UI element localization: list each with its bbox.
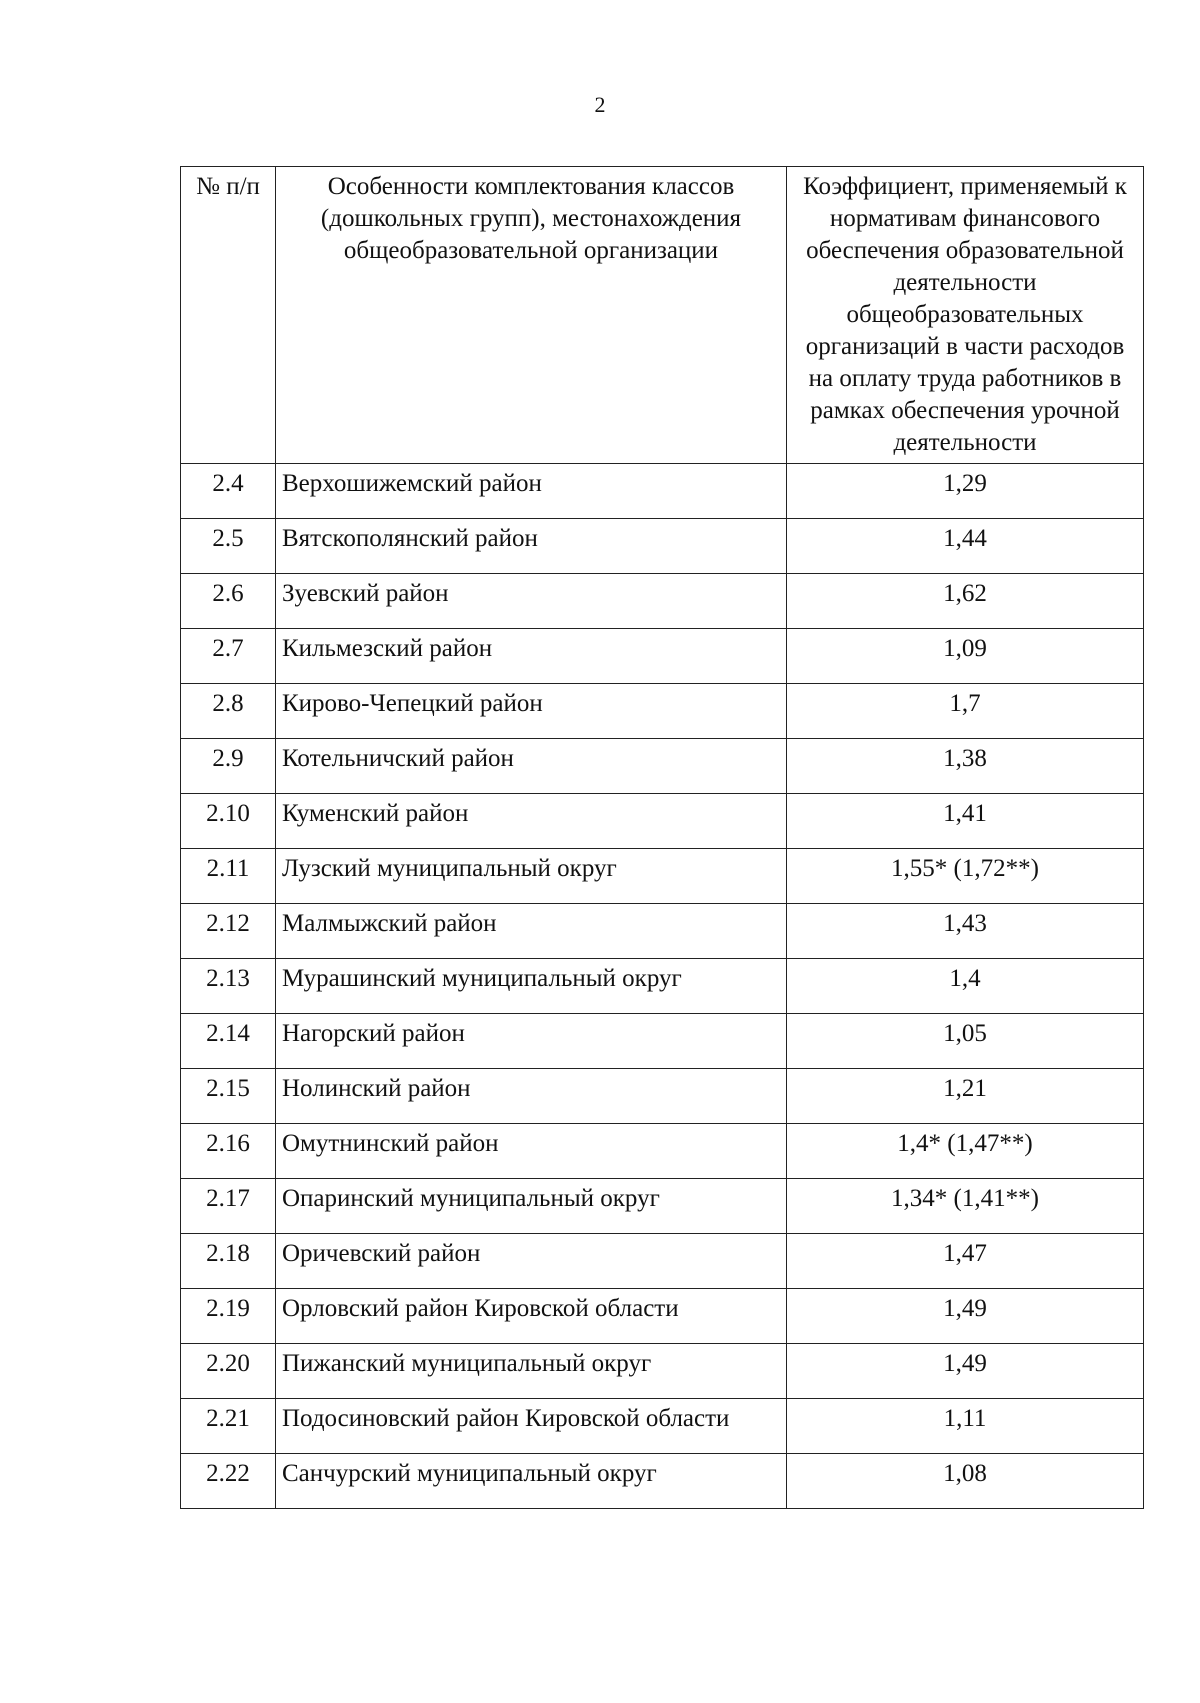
header-num: № п/п — [181, 167, 276, 464]
row-district: Нагорский район — [276, 1014, 787, 1069]
row-district: Куменский район — [276, 794, 787, 849]
table-row — [181, 1454, 1144, 1509]
row-number: 2.17 — [181, 1179, 276, 1234]
table-header-row — [181, 167, 1144, 464]
table-row — [181, 1289, 1144, 1344]
row-district: Кильмезский район — [276, 629, 787, 684]
page-number: 2 — [594, 92, 606, 117]
row-coefficient: 1,09 — [787, 629, 1144, 684]
table-row — [181, 1179, 1144, 1234]
row-coefficient: 1,47 — [787, 1234, 1144, 1289]
row-number: 2.15 — [181, 1069, 276, 1124]
row-district: Котельничский район — [276, 739, 787, 794]
row-number: 2.6 — [181, 574, 276, 629]
row-district: Пижанский муниципальный округ — [276, 1344, 787, 1399]
row-district: Подосиновский район Кировской области — [276, 1399, 787, 1454]
row-coefficient: 1,08 — [787, 1454, 1144, 1509]
row-number: 2.12 — [181, 904, 276, 959]
row-coefficient: 1,41 — [787, 794, 1144, 849]
row-coefficient: 1,55* (1,72**) — [787, 849, 1144, 904]
row-number: 2.7 — [181, 629, 276, 684]
row-coefficient: 1,4* (1,47**) — [787, 1124, 1144, 1179]
table-row — [181, 464, 1144, 519]
table-body — [181, 464, 1144, 1509]
row-coefficient: 1,49 — [787, 1344, 1144, 1399]
row-district: Вятскополянский район — [276, 519, 787, 574]
row-coefficient: 1,05 — [787, 1014, 1144, 1069]
row-district: Малмыжский район — [276, 904, 787, 959]
row-district: Кирово-Чепецкий район — [276, 684, 787, 739]
table-row — [181, 1399, 1144, 1454]
row-coefficient: 1,21 — [787, 1069, 1144, 1124]
coefficient-table — [180, 166, 1144, 1509]
row-number: 2.19 — [181, 1289, 276, 1344]
row-district: Мурашинский муниципальный округ — [276, 959, 787, 1014]
row-coefficient: 1,38 — [787, 739, 1144, 794]
row-coefficient: 1,34* (1,41**) — [787, 1179, 1144, 1234]
row-number: 2.21 — [181, 1399, 276, 1454]
table-row — [181, 684, 1144, 739]
row-number: 2.4 — [181, 464, 276, 519]
header-coefficient: Коэффициент, применяемый к нормативам финансового обеспечения образовательной деятельности общеобразовательных организаций в части расходов на оплату труда работников в рамках обеспечения урочной деятельности — [787, 167, 1144, 464]
table-row — [181, 794, 1144, 849]
table-row — [181, 739, 1144, 794]
table-row — [181, 959, 1144, 1014]
row-coefficient: 1,11 — [787, 1399, 1144, 1454]
table-row — [181, 1234, 1144, 1289]
table-row — [181, 1014, 1144, 1069]
row-district: Лузский муниципальный округ — [276, 849, 787, 904]
row-district: Зуевский район — [276, 574, 787, 629]
row-district: Орловский район Кировской области — [276, 1289, 787, 1344]
row-number: 2.14 — [181, 1014, 276, 1069]
row-number: 2.11 — [181, 849, 276, 904]
row-district: Оричевский район — [276, 1234, 787, 1289]
row-coefficient: 1,62 — [787, 574, 1144, 629]
row-number: 2.9 — [181, 739, 276, 794]
table-row — [181, 1124, 1144, 1179]
table-row — [181, 519, 1144, 574]
row-number: 2.20 — [181, 1344, 276, 1399]
row-number: 2.16 — [181, 1124, 276, 1179]
row-district: Нолинский район — [276, 1069, 787, 1124]
row-number: 2.13 — [181, 959, 276, 1014]
table-row — [181, 904, 1144, 959]
row-number: 2.8 — [181, 684, 276, 739]
row-district: Омутнинский район — [276, 1124, 787, 1179]
header-feature: Особенности комплектования классов (дошкольных групп), местонахождения общеобразовательной организации — [276, 167, 787, 464]
row-coefficient: 1,7 — [787, 684, 1144, 739]
row-coefficient: 1,29 — [787, 464, 1144, 519]
row-district: Санчурский муниципальный округ — [276, 1454, 787, 1509]
row-district: Верхошижемский район — [276, 464, 787, 519]
row-number: 2.18 — [181, 1234, 276, 1289]
row-coefficient: 1,4 — [787, 959, 1144, 1014]
row-coefficient: 1,44 — [787, 519, 1144, 574]
table-row — [181, 1069, 1144, 1124]
row-district: Опаринский муниципальный округ — [276, 1179, 787, 1234]
row-number: 2.5 — [181, 519, 276, 574]
row-coefficient: 1,49 — [787, 1289, 1144, 1344]
table-row — [181, 849, 1144, 904]
table-row — [181, 1344, 1144, 1399]
row-number: 2.22 — [181, 1454, 276, 1509]
row-coefficient: 1,43 — [787, 904, 1144, 959]
table-row — [181, 574, 1144, 629]
table-row — [181, 629, 1144, 684]
row-number: 2.10 — [181, 794, 276, 849]
